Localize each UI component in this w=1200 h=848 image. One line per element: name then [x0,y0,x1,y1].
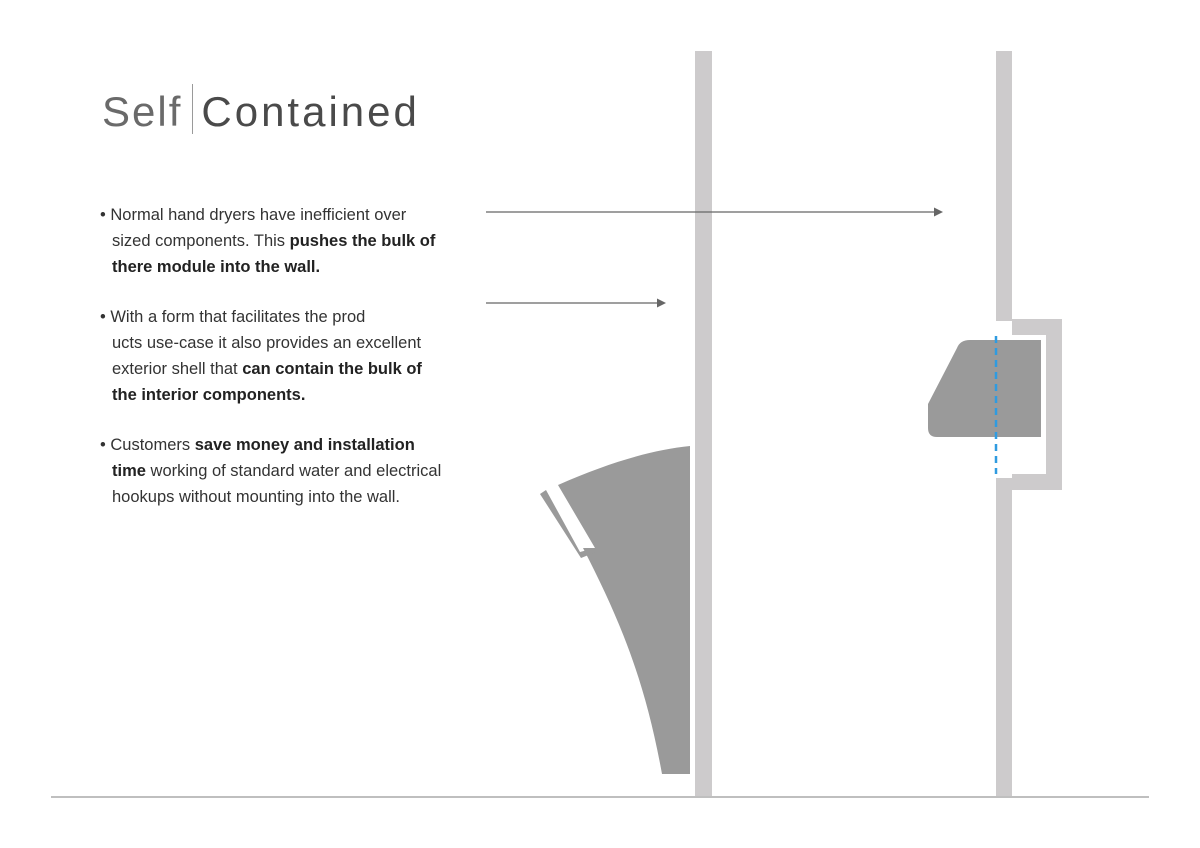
bullet-emphasis-text: can contain the bulk of [242,360,422,378]
title-word-contained: Contained [201,88,420,135]
bullet-text: hookups without mounting into the wall. [112,488,401,506]
bullet-text: exterior shell that [112,360,243,378]
bullet-emphasis-text: time [112,462,146,480]
right-wall-lower [996,478,1012,796]
bullet-text: • With a form that facilitates the prod [100,308,366,326]
bullet-emphasis-text: there module into the wall. [112,258,321,276]
bullet-text: ucts use-case it also provides an excellent [112,334,422,352]
title-word-self: Self [102,88,183,135]
bullet-text: working of standard water and electrical [145,462,442,480]
bullet-text: • Customers [100,436,195,454]
bullet-emphasis-text: the interior components. [112,386,306,404]
compact-dryer-unit [928,340,1041,437]
bullet-text: sized components. This [112,232,290,250]
bullet-emphasis-text: save money and installation [194,436,415,454]
arrow-top-head [934,208,943,217]
arrow-bottom-head [657,299,666,308]
curved-dryer-unit [558,446,690,774]
left-wall [695,51,712,796]
right-wall-upper [996,51,1012,321]
bullet-emphasis-text: pushes the bulk of [289,232,436,250]
bullet-text: • Normal hand dryers have inefficient over [100,206,407,224]
